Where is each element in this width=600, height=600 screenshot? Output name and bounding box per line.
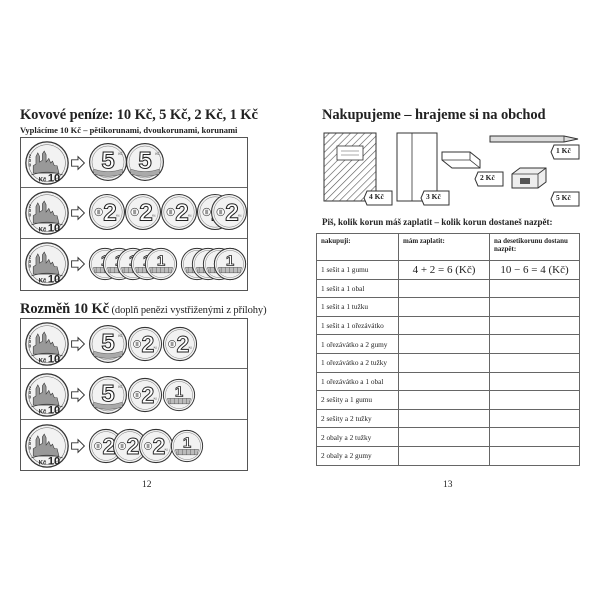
coin-5-kc-icon <box>125 142 165 182</box>
change-cell[interactable] <box>490 335 580 354</box>
coin-10-kc-icon <box>24 423 70 469</box>
coin-5-kc-icon <box>88 142 128 182</box>
shopping-table <box>316 233 580 466</box>
price-label: 2 Kč <box>480 173 495 182</box>
pay-cell[interactable] <box>399 335 490 354</box>
change-cell[interactable] <box>490 353 580 372</box>
coin-2-kc-icon <box>160 193 198 231</box>
coin-2-kc-icon <box>162 326 198 362</box>
arrow-right-icon <box>70 155 86 171</box>
arrow-right-icon <box>70 256 86 272</box>
page-number: 12 <box>142 480 152 490</box>
change-cell[interactable] <box>490 446 580 465</box>
change-cell[interactable] <box>490 298 580 317</box>
item-cell: 1 ořezávátko a 2 tužky <box>317 353 399 372</box>
coin-10-kc-icon <box>24 190 70 236</box>
price-label: 4 Kč <box>369 192 384 201</box>
arrow-right-icon <box>70 205 86 221</box>
coin-2-kc-icon <box>124 193 162 231</box>
item-cell: 1 ořezávátko a 1 obal <box>317 372 399 391</box>
item-cell: 2 sešity a 2 tužky <box>317 409 399 428</box>
change-cell[interactable] <box>490 391 580 410</box>
table-row <box>317 335 580 354</box>
task-instruction: Piš, kolik korun máš zaplatit – kolik korun dostaneš nazpět: <box>322 217 553 227</box>
coin-2-kc-icon <box>88 193 126 231</box>
change-cell[interactable] <box>490 372 580 391</box>
table-row <box>317 298 580 317</box>
coin-1-kc-icon <box>162 378 196 412</box>
item-cell: 1 sešit a 1 ořezávátko <box>317 316 399 335</box>
item-cell: 2 obaly a 2 tužky <box>317 428 399 447</box>
pay-cell[interactable] <box>399 279 490 298</box>
page-title: Kovové peníze: 10 Kč, 5 Kč, 2 Kč, 1 Kč <box>20 107 258 123</box>
change-cell[interactable] <box>490 279 580 298</box>
table-row <box>317 316 580 335</box>
table-row <box>317 428 580 447</box>
coin-10-kc-icon <box>24 321 70 367</box>
arrow-right-icon <box>70 336 86 352</box>
coin-2-kc-icon <box>210 193 248 231</box>
table-header-row <box>317 234 580 261</box>
price-label: 3 Kč <box>426 192 441 201</box>
section-title-note: (doplň penězi vystřiženými z přílohy) <box>109 305 267 316</box>
arrow-right-icon <box>70 438 86 454</box>
item-cell: 1 sešit a 1 gumu <box>317 261 399 280</box>
change-cell[interactable] <box>490 428 580 447</box>
pay-cell[interactable]: 4 + 2 = 6 (Kč) <box>399 261 490 280</box>
change-cell[interactable] <box>490 409 580 428</box>
page-subtitle: Vyplácíme 10 Kč – pětikorunami, dvoukorunami, korunami <box>20 125 238 135</box>
sharpener-icon <box>510 166 550 190</box>
section-title-bold: Rozměň 10 Kč <box>20 301 110 317</box>
coin-1-kc-icon <box>213 247 247 281</box>
coin-2-kc-icon <box>138 428 174 464</box>
column-header: nakupuji: <box>317 234 399 261</box>
change-cell[interactable] <box>490 316 580 335</box>
eraser-icon <box>440 148 484 172</box>
divider <box>21 238 247 239</box>
pay-cell[interactable] <box>399 446 490 465</box>
coin-1-kc-icon <box>144 247 178 281</box>
coin-10-kc-icon <box>24 372 70 418</box>
section-title <box>20 301 266 318</box>
item-cell: 2 obaly a 2 gumy <box>317 446 399 465</box>
divider <box>21 368 247 369</box>
coin-1-kc-icon <box>170 429 204 463</box>
divider <box>21 419 247 420</box>
pay-cell[interactable] <box>399 372 490 391</box>
pay-cell[interactable] <box>399 391 490 410</box>
column-header: na desetikorunu dostanu nazpět: <box>490 234 580 261</box>
coin-10-kc-icon <box>24 140 70 186</box>
pay-cell[interactable] <box>399 316 490 335</box>
coin-5-kc-icon <box>88 375 128 415</box>
arrow-right-icon <box>70 387 86 403</box>
column-header: mám zaplatit: <box>399 234 490 261</box>
price-label: 1 Kč <box>556 146 571 155</box>
table-row <box>317 261 580 280</box>
change-cell[interactable]: 10 − 6 = 4 (Kč) <box>490 261 580 280</box>
table-row <box>317 391 580 410</box>
table-row <box>317 446 580 465</box>
table-row <box>317 353 580 372</box>
coin-5-kc-icon <box>88 324 128 364</box>
coin-2-kc-icon <box>127 326 163 362</box>
item-cell: 1 ořezávátko a 2 gumy <box>317 335 399 354</box>
item-cell: 1 sešit a 1 obal <box>317 279 399 298</box>
coin-2-kc-icon <box>127 377 163 413</box>
table-row <box>317 409 580 428</box>
pay-cell[interactable] <box>399 298 490 317</box>
item-cell: 2 sešity a 1 gumu <box>317 391 399 410</box>
page-number-right: 13 <box>443 480 453 490</box>
price-label: 5 Kč <box>556 193 571 202</box>
page-title-right: Nakupujeme – hrajeme si na obchod <box>322 107 546 123</box>
table-row <box>317 372 580 391</box>
pay-cell[interactable] <box>399 409 490 428</box>
table-row <box>317 279 580 298</box>
pay-cell[interactable] <box>399 428 490 447</box>
coin-10-kc-icon <box>24 241 70 287</box>
pay-cell[interactable] <box>399 353 490 372</box>
divider <box>21 187 247 188</box>
item-cell: 1 sešit a 1 tužku <box>317 298 399 317</box>
